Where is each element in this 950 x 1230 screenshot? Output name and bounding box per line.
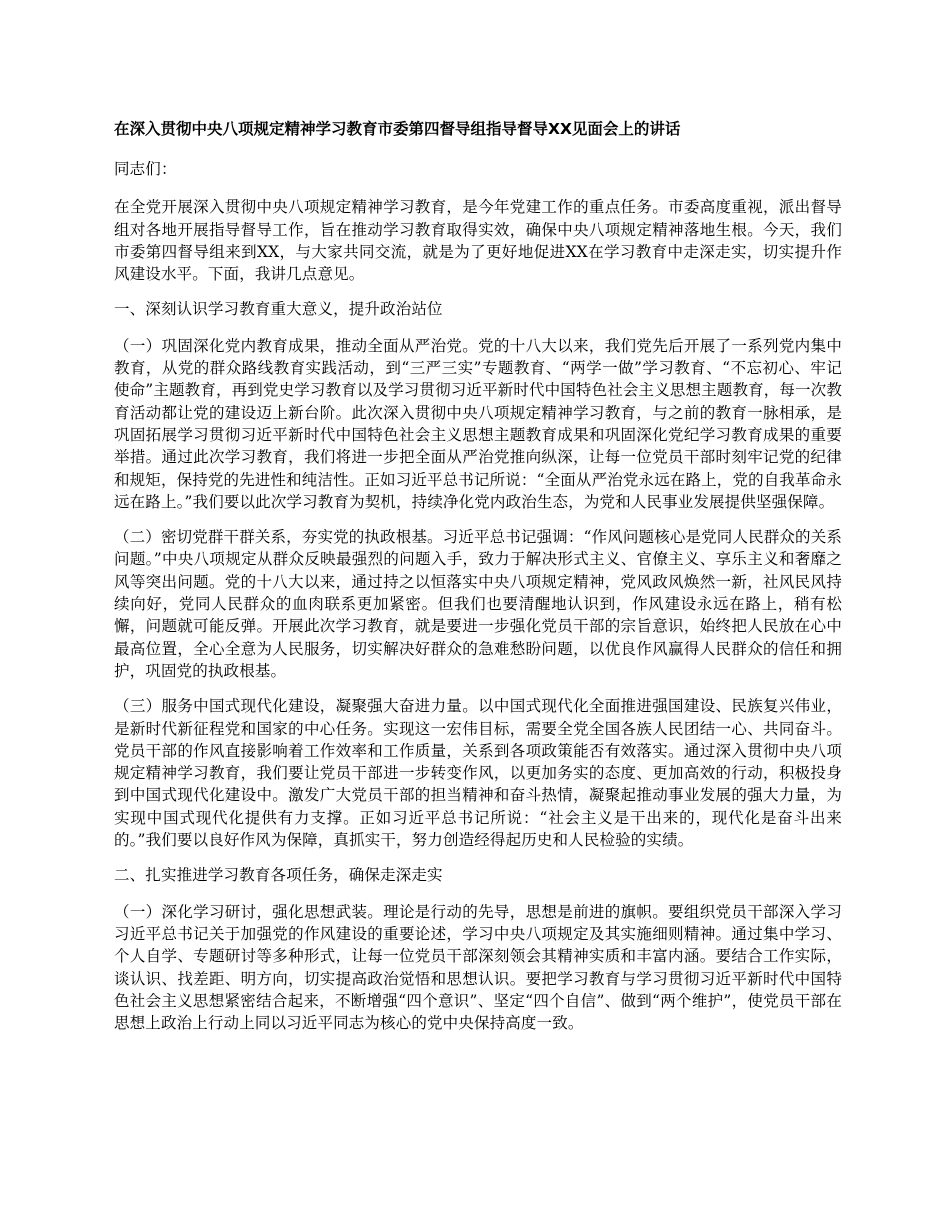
salutation: 同志们： bbox=[114, 160, 177, 178]
document-title: 在深入贯彻中央八项规定精神学习教育市委第四督导组指导督导XX见面会上的讲话 bbox=[114, 120, 681, 138]
section-1-heading: 一、深刻认识学习教育重大意义，提升政治站位 bbox=[114, 300, 443, 319]
section-1-paragraph-3: （三）服务中国式现代化建设，凝聚强大奋进力量。以中国式现代化全面推进强国建设、民族复兴伟业，是新时代新征程党和国家的中心任务。实现这一宏伟目标，需要全党全国各族人民团结一心、共同奋斗。党员干部的作风直接影响着工作效率和工作质量，关系到各项政策能否有效落实。通过深入贯彻中央八项规定精神学习教育，我们要让党员干部进一步转变作风，以更加务实的态度、更加高效的行动，积极投身到中国式现代化建设中。激发广大党员干部的担当精神和奋斗热情，凝聚起推动事业发展的强大力量，为实现中国式现代化提供有力支撑。正如习近平总书记所说：“社会主义是干出来的，现代化是奋斗出来的。”我们要以良好作风为保障，真抓实干，努力创造经得起历史和人民检验的实绩。 bbox=[114, 697, 842, 850]
section-1-paragraph-2: （二）密切党群干群关系，夯实党的执政根基。习近平总书记强调：“作风问题核心是党同人民群众的关系问题。”中央八项规定从群众反映最强烈的问题入手，致力于解决形式主义、官僚主义、享乐主义和奢靡之风等突出问题。党的十八大以来，通过持之以恒落实中央八项规定精神，党风政风焕然一新，社风民风持续向好，党同人民群众的血肉联系更加紧密。但我们也要清醒地认识到，作风建设永远在路上，稍有松懈，问题就可能反弹。开展此次学习教育，就是要进一步强化党员干部的宗旨意识，始终把人民放在心中最高位置，全心全意为人民服务，切实解决好群众的急难愁盼问题，以优良作风赢得人民群众的信任和拥护，巩固党的执政根基。 bbox=[114, 528, 842, 680]
section-1-paragraph-1: （一）巩固深化党内教育成果，推动全面从严治党。党的十八大以来，我们党先后开展了一系列党内集中教育，从党的群众路线教育实践活动，到“三严三实”专题教育、“两学一做”学习教育、“不忘初心、牢记使命”主题教育，再到党史学习教育以及学习贯彻习近平新时代中国特色社会主义思想主题教育，每一次教育活动都让党的建设迈上新台阶。此次深入贯彻中央八项规定精神学习教育，与之前的教育一脉相承，是巩固拓展学习贯彻习近平新时代中国特色社会主义思想主题教育成果和巩固深化党纪学习教育成果的重要举措。通过此次学习教育，我们将进一步把全面从严治党推向纵深，让每一位党员干部时刻牢记党的纪律和规矩，保持党的先进性和纯洁性。正如习近平总书记所说：“全面从严治党永远在路上，党的自我革命永远在路上。”我们要以此次学习教育为契机，持续净化党内政治生态，为党和人民事业发展提供坚强保障。 bbox=[114, 336, 842, 511]
intro-paragraph: 在全党开展深入贯彻中央八项规定精神学习教育，是今年党建工作的重点任务。市委高度重视，派出督导组对各地开展指导督导工作，旨在推动学习教育取得实效，确保中央八项规定精神落地生根。今天，我们市委第四督导组来到XX，与大家共同交流，就是为了更好地促进XX在学习教育中走深走实，切实提升作风建设水平。下面，我讲几点意见。 bbox=[114, 198, 842, 284]
section-2-paragraph-1: （一）深化学习研讨，强化思想武装。理论是行动的先导，思想是前进的旗帜。要组织党员干部深入学习习近平总书记关于加强党的作风建设的重要论述，学习中央八项规定及其实施细则精神。通过集中学习、个人自学、专题研讨等多种形式，让每一位党员干部深刻领会其精神实质和丰富内涵。要结合工作实际，谈认识、找差距、明方向，切实提高政治觉悟和思想认识。要把学习教育与学习贯彻习近平新时代中国特色社会主义思想紧密结合起来，不断增强“四个意识”、坚定“四个自信”、做到“两个维护”，使党员干部在思想上政治上行动上同以习近平同志为核心的党中央保持高度一致。 bbox=[114, 902, 842, 1033]
document-page bbox=[114, 118, 842, 1047]
section-2-heading: 二、扎实推进学习教育各项任务，确保走深走实 bbox=[114, 866, 443, 885]
